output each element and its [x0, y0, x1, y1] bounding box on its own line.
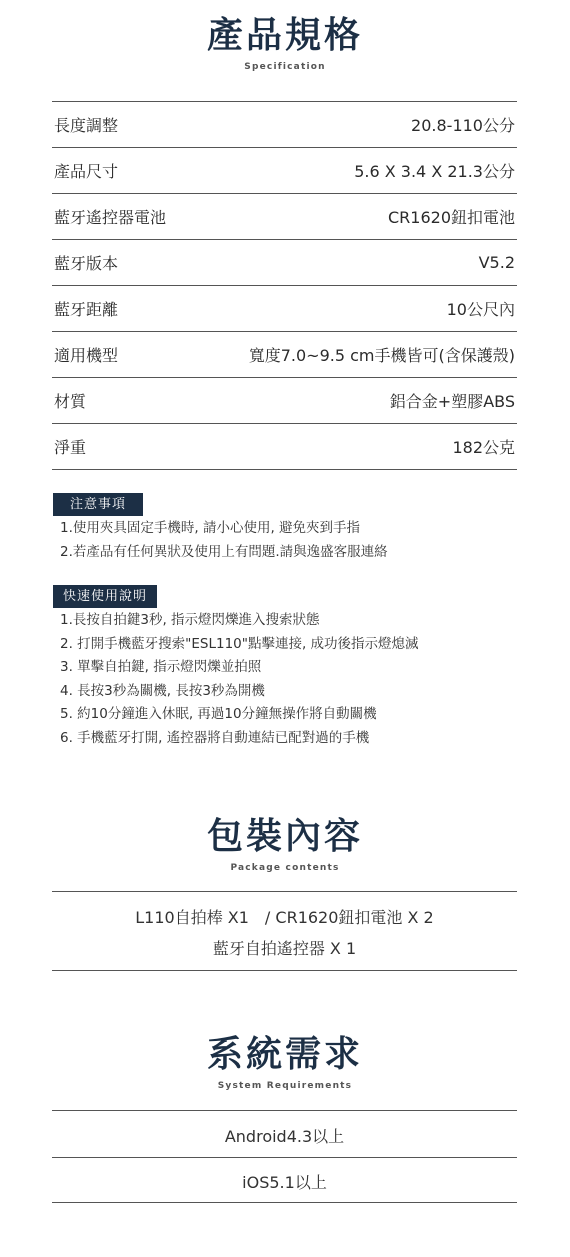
- spec-value: 10公尺內: [446, 300, 515, 319]
- spec-value: 鋁合金+塑膠ABS: [389, 392, 515, 411]
- package-header: [0, 817, 570, 873]
- spec-table: [52, 101, 517, 470]
- notice-tag: 注意事項: [53, 493, 143, 516]
- system-ios: iOS5.1以上: [242, 1173, 327, 1192]
- spec-row-size: [52, 148, 517, 194]
- package-subtitle: Package contents: [230, 863, 340, 873]
- list-item: 2.若產品有任何異狀及使用上有問題.請與逸盛客服連絡: [60, 543, 388, 560]
- spec-value: CR1620鈕扣電池: [387, 208, 515, 227]
- divider: [52, 1202, 517, 1203]
- list-item: 1.長按自拍鍵3秒, 指示燈閃爍進入搜索狀態: [60, 612, 320, 628]
- spec-value: 寬度7.0~9.5 cm手機皆可(含保護殼): [248, 346, 515, 365]
- list-item: 2. 打開手機藍牙搜索"ESL110"點擊連接, 成功後指示燈熄滅: [60, 635, 419, 652]
- spec-subtitle: Specification: [244, 62, 326, 72]
- divider: [52, 1157, 517, 1158]
- list-item: 4. 長按3秒為關機, 長按3秒為開機: [60, 682, 265, 699]
- list-item: 5. 約10分鐘進入休眠, 再過10分鐘無操作將自動關機: [60, 706, 377, 722]
- spec-value: V5.2: [478, 253, 515, 272]
- spec-row-weight: [52, 424, 517, 470]
- spec-row-battery: [52, 194, 517, 240]
- quickstart-list: [60, 609, 419, 750]
- spec-row-length: [52, 101, 517, 148]
- spec-label: 材質: [54, 392, 87, 411]
- spec-value: 182公克: [452, 438, 515, 457]
- spec-label: 藍牙遙控器電池: [54, 208, 167, 227]
- spec-title: 產品規格: [206, 15, 363, 56]
- spec-row-compatible: [52, 332, 517, 378]
- quickstart-tag: 快速使用說明: [53, 585, 157, 608]
- divider: [52, 891, 517, 892]
- spec-row-material: [52, 378, 517, 424]
- list-item: 3. 單擊自拍鍵, 指示燈閃爍並拍照: [60, 659, 262, 675]
- package-line-1: L110自拍棒 X1 / CR1620鈕扣電池 X 2: [135, 908, 434, 927]
- spec-value: 20.8-110公分: [411, 116, 515, 135]
- spec-label: 長度調整: [54, 116, 119, 135]
- system-android: Android4.3以上: [224, 1127, 345, 1146]
- spec-row-bt-range: [52, 286, 517, 332]
- system-header: [0, 1035, 570, 1091]
- package-line-2: 藍牙自拍遙控器 X 1: [212, 939, 357, 958]
- spec-row-bt-version: [52, 240, 517, 286]
- notice-list: [60, 517, 388, 564]
- list-item: 6. 手機藍牙打開, 遙控器將自動連結已配對過的手機: [60, 729, 370, 746]
- list-item: 1.使用夾具固定手機時, 請小心使用, 避免夾到手指: [60, 520, 361, 536]
- spec-label: 藍牙版本: [54, 254, 119, 273]
- spec-label: 藍牙距離: [54, 300, 119, 319]
- spec-label: 淨重: [54, 438, 87, 457]
- divider: [52, 1110, 517, 1111]
- divider: [52, 970, 517, 971]
- system-title: 系統需求: [206, 1034, 363, 1075]
- package-title: 包裝內容: [206, 816, 363, 857]
- system-subtitle: System Requirements: [217, 1081, 353, 1091]
- spec-value: 5.6 X 3.4 X 21.3公分: [354, 162, 515, 181]
- spec-header: [0, 16, 570, 72]
- spec-label: 產品尺寸: [54, 162, 119, 181]
- spec-label: 適用機型: [54, 346, 119, 365]
